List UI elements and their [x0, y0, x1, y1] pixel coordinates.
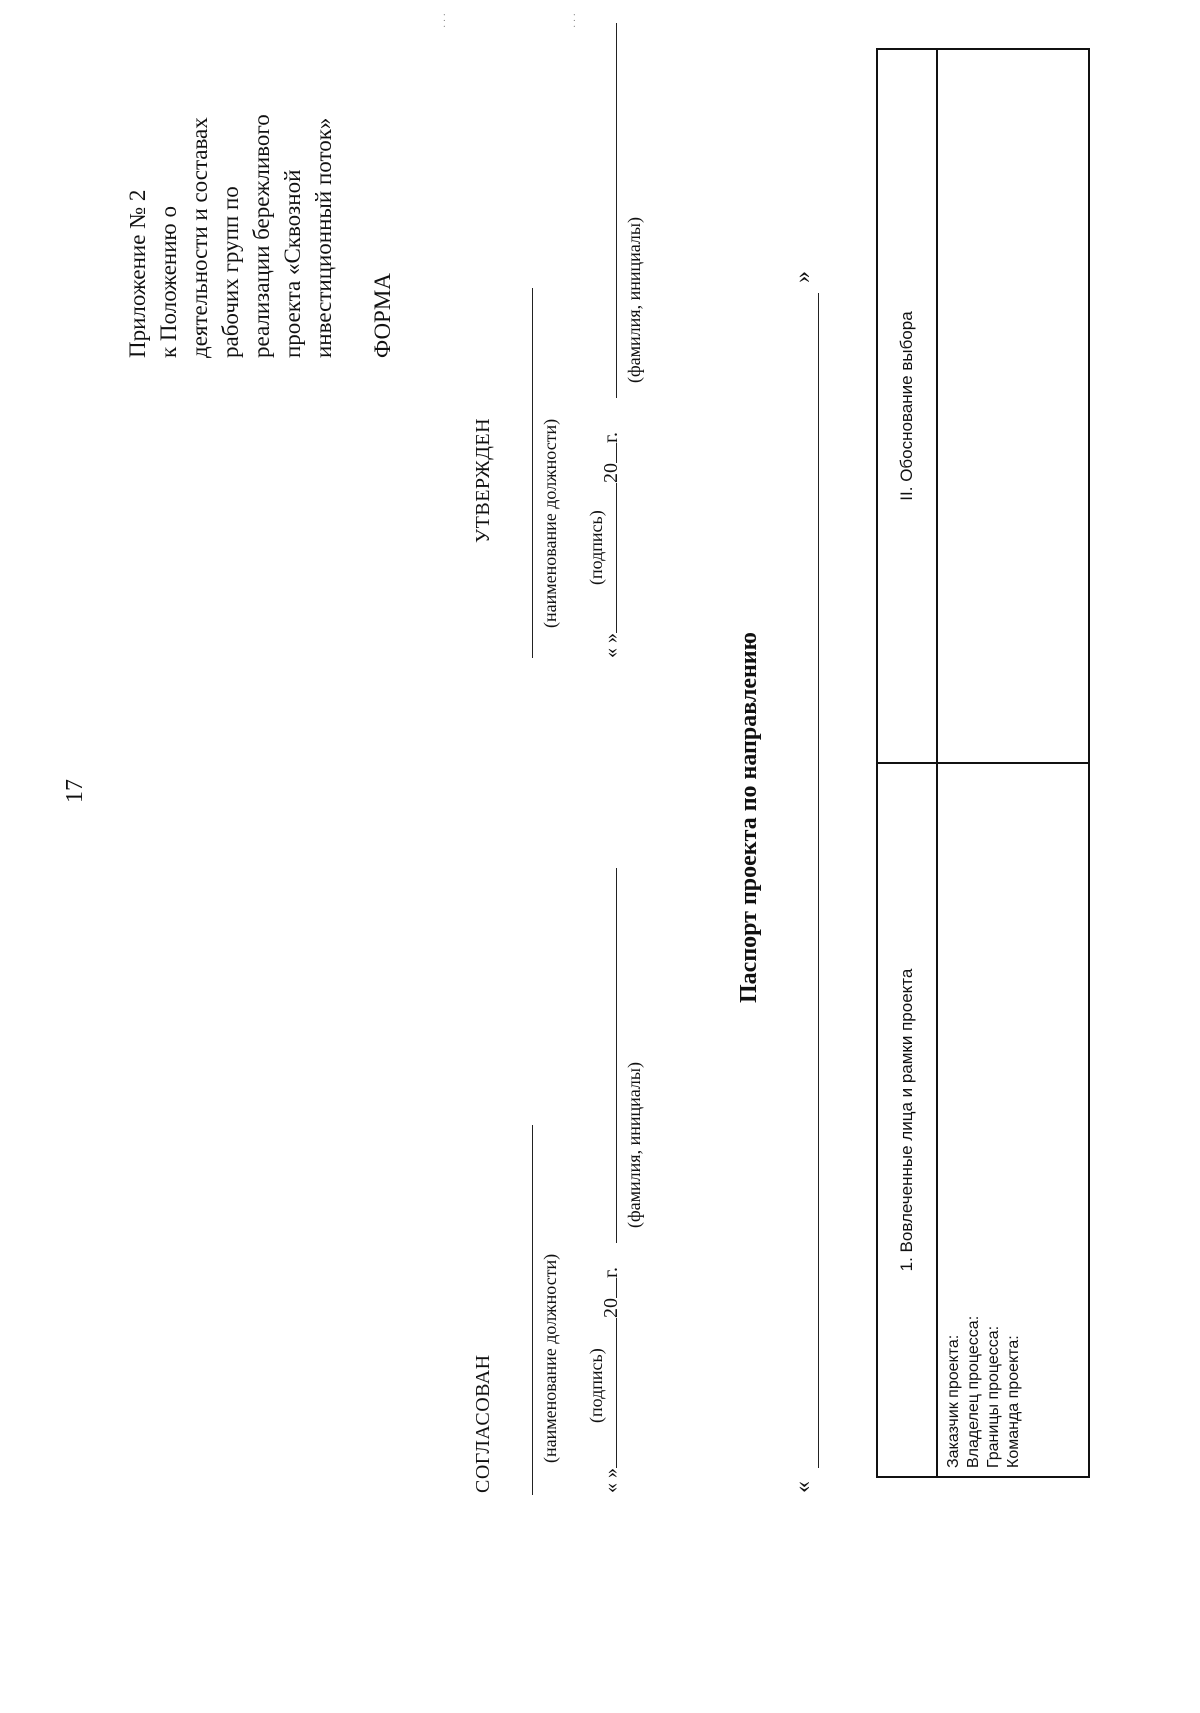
- approved-title: УТВЕРЖДЕН: [472, 417, 494, 543]
- approved-date-suffix: г.: [600, 432, 622, 443]
- direction-blank-line: [818, 293, 819, 1468]
- form-label: ФОРМА: [370, 273, 395, 358]
- approved-date-open: « »: [600, 633, 622, 658]
- appendix-line: к Положению о: [156, 206, 181, 358]
- agreed-year-blank: [616, 1278, 617, 1298]
- agreed-title: СОГЛАСОВАН: [472, 1354, 494, 1493]
- agreed-date-suffix: г.: [600, 1267, 622, 1278]
- col1-header: 1. Вовлеченные лица и рамки проекта: [877, 763, 937, 1477]
- direction-close-quote: »: [790, 271, 816, 283]
- field-customer: Заказчик проекта:: [945, 1334, 962, 1468]
- agreed-name-line: [616, 868, 617, 1243]
- approved-position-caption: (наименование должности): [540, 418, 560, 628]
- agreed-date-year: 20: [600, 1298, 622, 1318]
- approved-date-year: 20: [600, 463, 622, 483]
- document-title: Паспорт проекта по направлению: [736, 632, 762, 1003]
- appendix-line: инвестиционный поток»: [311, 117, 336, 358]
- table-header-row: [877, 49, 937, 1477]
- table-body-row: [937, 49, 1089, 1477]
- field-project-team: Команда проекта:: [1005, 1335, 1022, 1468]
- approved-name-caption: (фамилия, инициалы): [624, 217, 644, 383]
- approved-signature-caption: (подпись): [586, 510, 606, 585]
- agreed-signature-caption: (подпись): [586, 1348, 606, 1423]
- approved-signature-blank: [616, 483, 617, 633]
- agreed-position-caption: (наименование должности): [540, 1253, 560, 1463]
- agreed-name-caption: (фамилия, инициалы): [624, 1062, 644, 1228]
- page-number: 17: [62, 779, 88, 803]
- col2-header: II. Обоснование выбора: [877, 49, 937, 763]
- passport-table: [876, 48, 1090, 1478]
- appendix-line: проекта «Сквозной: [280, 169, 305, 358]
- col2-body: [937, 49, 1089, 763]
- agreed-position-line: [532, 1125, 533, 1495]
- approved-year-blank: [616, 443, 617, 463]
- agreed-signature-blank: [616, 1318, 617, 1468]
- appendix-line: рабочих групп по: [218, 186, 243, 358]
- field-list: [938, 764, 1030, 1476]
- col1-body: [937, 763, 1089, 1477]
- appendix-line: деятельности и составах: [187, 117, 212, 358]
- scan-speck: · · ·: [440, 13, 451, 28]
- field-process-owner: Владелец процесса:: [965, 1315, 982, 1468]
- approved-position-line: [532, 288, 533, 658]
- agreed-date-open: « »: [600, 1468, 622, 1493]
- approved-name-line: [616, 23, 617, 398]
- direction-open-quote: «: [790, 1481, 816, 1493]
- appendix-block: [122, 28, 339, 358]
- appendix-line: реализации бережливого: [249, 114, 274, 358]
- scan-speck: · · ·: [570, 13, 581, 28]
- appendix-line: Приложение № 2: [125, 189, 150, 358]
- field-process-bounds: Границы процесса:: [985, 1325, 1002, 1468]
